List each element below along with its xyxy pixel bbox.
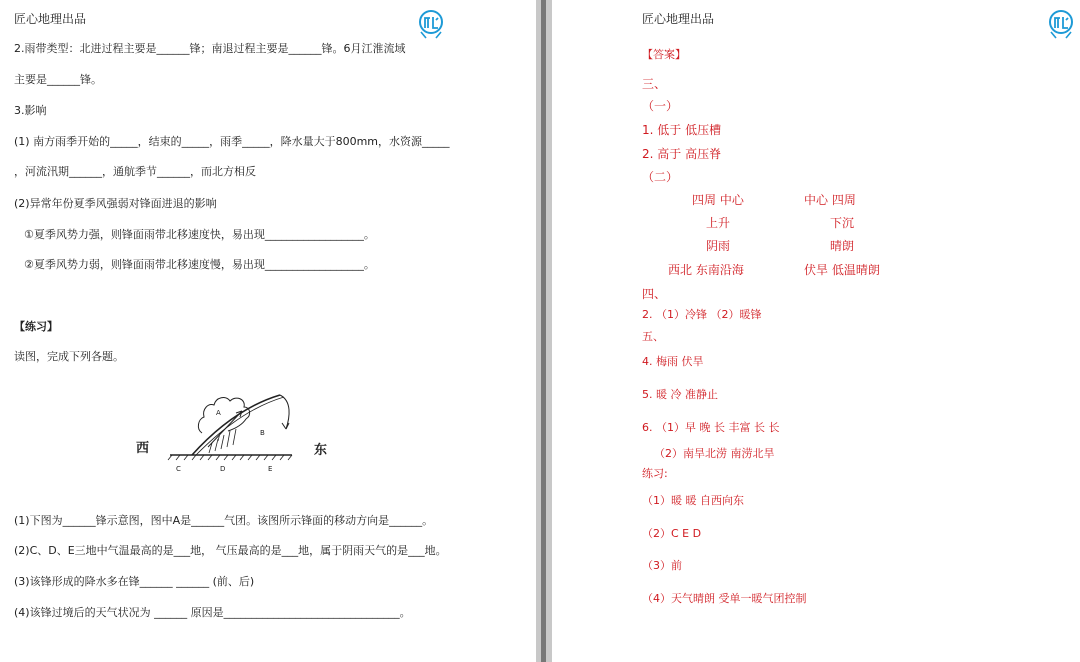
line-rainband-type-cont: 主要是______锋。 — [14, 73, 102, 86]
line-monsoon-weak: ②夏季风势力弱，则锋面雨带北移速度慢，易出现__________________。 — [24, 258, 375, 271]
question-3: (3)该锋形成的降水多在锋______ ______ (前、后) — [14, 575, 255, 588]
practice-instruction: 读图，完成下列各题。 — [14, 350, 124, 363]
question-2: (2)C、D、E三地中气温最高的是___地， 气压最高的是___地，属于阴雨天气的是___地。 — [14, 544, 447, 557]
diagram-east-label: 东 — [314, 443, 328, 458]
answer-practice-3: （3）前 — [642, 559, 682, 572]
line-impact-heading: 3.影响 — [14, 104, 47, 117]
line-impact-1-cont: ，河流汛期______，通航季节______，而北方相反 — [14, 165, 256, 178]
diagram-west-label: 西 — [136, 441, 150, 456]
answer-row-c-left: 阴雨 — [706, 239, 731, 253]
diagram-label-c: C — [176, 465, 181, 473]
line-impact-1: (1) 南方雨季开始的_____，结束的_____，雨季_____，降水量大于800mm，水资源_____ — [14, 135, 450, 148]
practice-heading: 【练习】 — [14, 320, 58, 333]
answer-section-3: 三、 — [642, 77, 667, 91]
front-diagram — [130, 385, 340, 477]
answer-3-1-2: 2. 高于 高压脊 — [642, 147, 722, 161]
answer-part-2: （二） — [642, 170, 679, 184]
answer-row-b-left: 上升 — [706, 216, 731, 230]
answer-row-d-left: 西北 东南沿海 — [668, 263, 744, 277]
diagram-label-e: E — [268, 465, 273, 473]
answer-practice-4: （4）天气晴朗 受单一暖气团控制 — [642, 592, 807, 605]
answer-5-5: 5. 暖 冷 准静止 — [642, 388, 718, 401]
jiangxin-logo-icon — [1046, 8, 1078, 44]
diagram-label-a: A — [216, 409, 221, 417]
answer-practice-1: （1）暖 暖 自西向东 — [642, 494, 744, 507]
left-page — [0, 0, 536, 662]
diagram-label-b: B — [260, 429, 265, 437]
answer-practice-2: （2）C E D — [642, 527, 702, 540]
question-4: (4)该锋过境后的天气状况为 ______ 原因是________________________________。 — [14, 606, 411, 619]
line-impact-2: (2)异常年份夏季风强弱对锋面进退的影响 — [14, 197, 217, 210]
page-divider — [541, 0, 546, 662]
answer-practice-heading: 练习: — [642, 467, 668, 480]
line-rainband-type: 2.雨带类型：北进过程主要是______锋；南退过程主要是______锋。6月江淮流域 — [14, 42, 406, 55]
answer-section-4: 四、 — [642, 287, 667, 301]
answer-5-6-1: 6. （1）早 晚 长 丰富 长 长 — [642, 421, 780, 434]
diagram-label-d: D — [220, 465, 226, 473]
answer-row-b-right: 下沉 — [830, 216, 855, 230]
right-page — [552, 0, 1080, 662]
answer-3-1-1: 1. 低于 低压槽 — [642, 123, 722, 137]
answer-row-c-right: 晴朗 — [830, 239, 855, 253]
answer-4-2: 2. （1）冷锋 （2）暖锋 — [642, 308, 762, 321]
answer-row-a-left: 四周 中心 — [692, 193, 744, 207]
answer-5-4: 4. 梅雨 伏旱 — [642, 355, 704, 368]
answer-section-5: 五、 — [642, 330, 664, 343]
answer-5-6-2: （2）南旱北涝 南涝北旱 — [654, 447, 775, 460]
left-page-header: 匠心地理出品 — [14, 12, 87, 26]
answer-part-1: （一） — [642, 99, 679, 113]
line-monsoon-strong: ①夏季风势力强，则锋面雨带北移速度快，易出现__________________。 — [24, 228, 375, 241]
jiangxin-logo-icon — [416, 8, 448, 44]
answer-row-d-right: 伏旱 低温晴朗 — [804, 263, 880, 277]
question-1: (1)下图为______锋示意图，图中A是______气团。该图所示锋面的移动方向是______。 — [14, 514, 434, 527]
answer-heading: 【答案】 — [642, 48, 686, 61]
right-page-header: 匠心地理出品 — [642, 12, 715, 26]
answer-row-a-right: 中心 四周 — [804, 193, 856, 207]
